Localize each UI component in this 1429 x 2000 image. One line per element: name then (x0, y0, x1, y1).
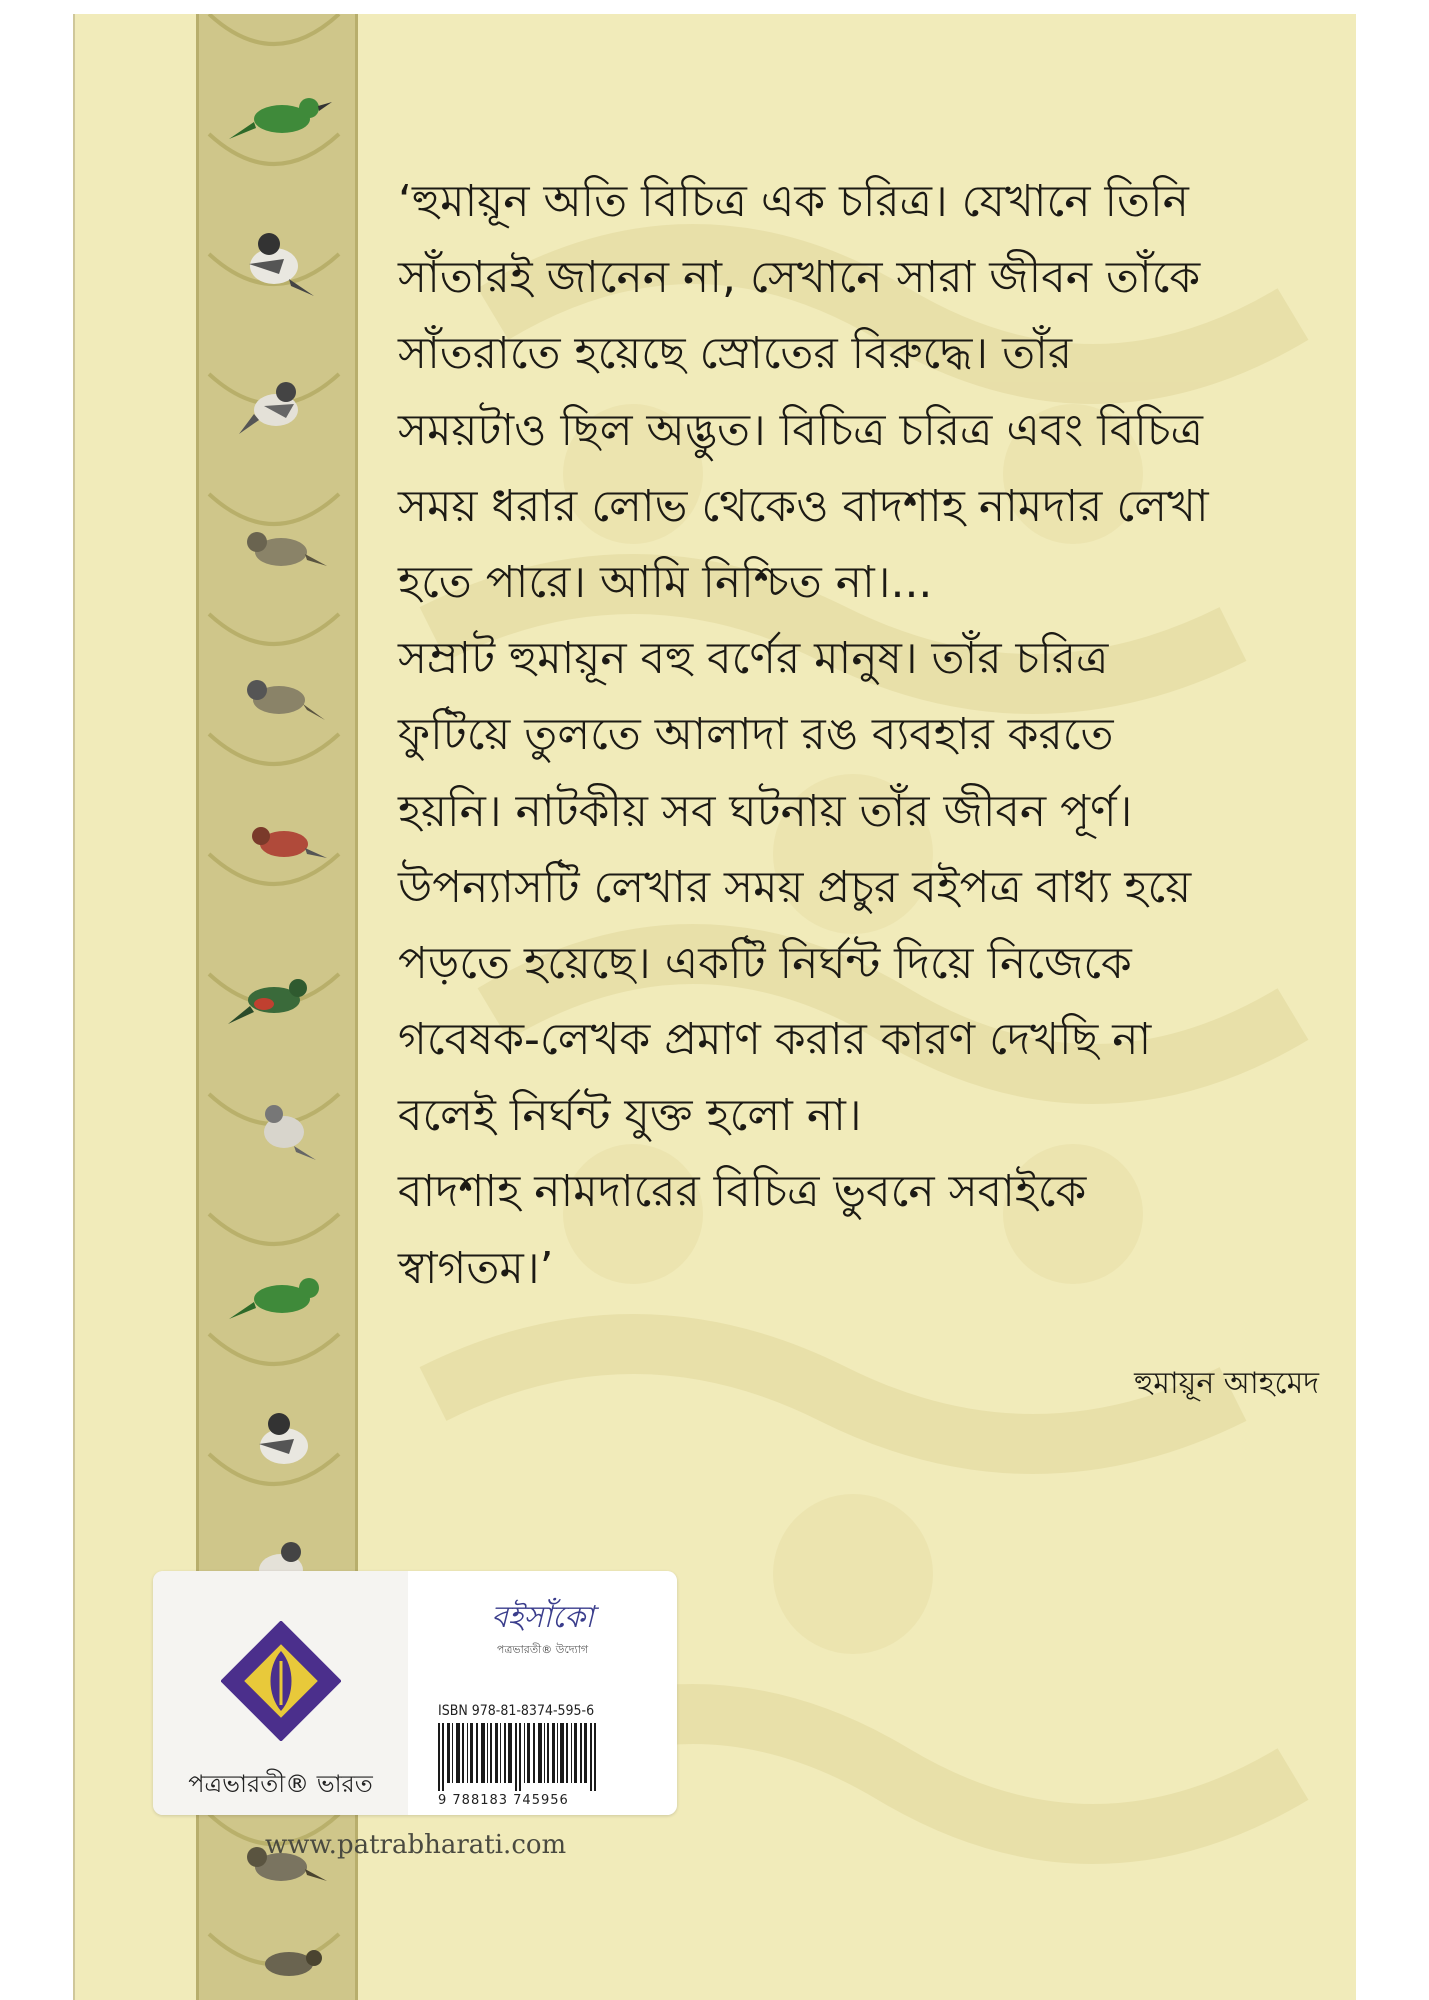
imprint-subtitle: পত্রভারতী® উদ্যোগ (496, 1643, 589, 1656)
bird-icon (239, 814, 329, 874)
bird-icon (224, 84, 334, 154)
blurb-line: সময়টাও ছিল অদ্ভুত। বিচিত্র চরিত্র এবং বিচিত্র (398, 404, 1203, 456)
blurb-line: ‘হুমায়ূন অতি বিচিত্র এক চরিত্র। যেখানে তিনি (398, 176, 1189, 227)
publisher-sticker (153, 1571, 677, 1815)
blurb-line: সময় ধরার লোভ থেকেও বাদশাহ নামদার লেখা (398, 480, 1209, 532)
blurb-line: স্বাগতম।’ (398, 1242, 554, 1294)
blurb-line: সাঁতরাতে হয়েছে স্রোতের বিরুদ্ধে। তাঁর (398, 328, 1073, 380)
publisher-logo (221, 1621, 341, 1741)
bird-icon (229, 224, 319, 304)
blurb-line: সাঁতারই জানেন না, সেখানে সারা জীবন তাঁকে (398, 252, 1201, 304)
imprint-logo: বইসাঁকো (491, 1600, 594, 1635)
bird-icon (244, 1934, 334, 1994)
blurb-line: বলেই নির্ঘন্ট যুক্ত হলো না। (398, 1090, 862, 1142)
blurb-line: উপন্যাসটি লেখার সময় প্রচুর বইপত্র বাধ্য হয়ে (398, 861, 1192, 913)
bird-icon (229, 514, 329, 584)
blurb-line: গবেষক-লেখক প্রমাণ করার কারণ দেখছি না (398, 1014, 1152, 1066)
bird-icon (224, 1264, 334, 1334)
blurb-text (398, 164, 1338, 1307)
barcode-digits: 9 788183 745956 (438, 1793, 569, 1808)
author-signature: হুমায়ূন আহমেদ (1134, 1366, 1319, 1401)
bird-icon (229, 664, 329, 734)
bird-icon (234, 374, 324, 444)
blurb-line: ফুটিয়ে তুলতে আলাদা রঙ ব্যবহার করতে (398, 709, 1114, 761)
publisher-name: পত্রভারতী® ভারত (188, 1770, 373, 1798)
bird-icon (239, 1404, 329, 1484)
blurb-line: হয়নি। নাটকীয় সব ঘটনায় তাঁর জীবন পূর্ণ। (398, 785, 1133, 837)
blurb-line: পড়তে হয়েছে। একটি নির্ঘন্ট দিয়ে নিজেকে (398, 937, 1132, 989)
barcode (438, 1723, 598, 1791)
blurb-line: হতে পারে। আমি নিশ্চিত না।... (398, 556, 933, 608)
bird-icon (224, 964, 324, 1034)
blurb-line: সম্রাট হুমায়ূন বহু বর্ণের মানুষ। তাঁর চরিত্র (398, 633, 1109, 685)
blurb-line: বাদশাহ নামদারের বিচিত্র ভুবনে সবাইকে (398, 1166, 1087, 1218)
isbn-label: ISBN 978-81-8374-595-6 (438, 1703, 595, 1719)
bird-icon (244, 1094, 324, 1164)
publisher-panel (153, 1571, 408, 1815)
publisher-website[interactable]: www.patrabharati.com (265, 1830, 567, 1860)
isbn-panel (408, 1571, 677, 1815)
